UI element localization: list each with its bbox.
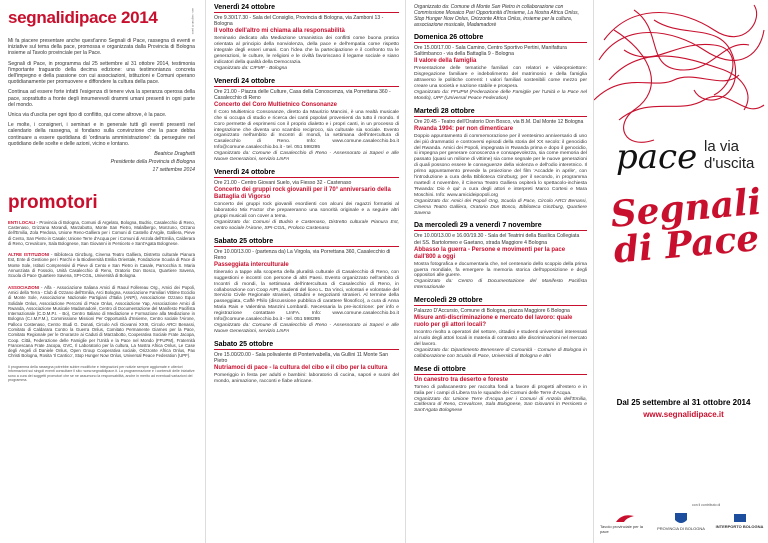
event-title: Abbasso la guerra - Persone e movimenti per la pace dall'800 a oggi: [414, 246, 566, 260]
intro-paragraph: Le molte, i consigneri, i seminari e in generale tutti gli eventi presenti nel calendario della rassegna, si fondano sulla convinzione che la pace debba continuare a essere quotidiana di 'ordinaria amministrazione': da perseguire nel quotidiano delle scelte e delle azioni, vicino e lontano.: [8, 122, 195, 147]
interporto-logo: INTERPORTO BOLOGNA: [712, 512, 767, 529]
event-date: Mese di ottobre: [414, 366, 587, 375]
event-title: Rwanda 1994: per non dimenticare: [414, 125, 514, 132]
event-desc: Presentazione delle tematiche familiari con relatori e videoproiettore: Disgregazione familiare e indebolimento del matrimonio e della famiglia attraverso le politiche correnti: I valori familiari sostenibili come mezzo per creare una società e nazione stabile e prospera.: [414, 66, 587, 89]
website-link[interactable]: www.segnalidipace.it: [643, 410, 724, 419]
event-title: Passeggiata interculturale: [214, 261, 289, 268]
interporto-icon: [733, 512, 747, 524]
event-org: Organizzato da: Centro di Documentazione del Manifesto Pacifista Internazionale: [414, 279, 587, 291]
event: [414, 34, 587, 102]
event-place: Ore 9.30/17.30 - Sala del Consiglio, Provincia di Bologna, via Zamboni 13 - Bologna: [214, 15, 384, 28]
event-date: Venerdì 24 ottobre: [214, 78, 399, 87]
cover-panel: [593, 0, 768, 543]
event-org: Organizzato da: Comune di Casalecchio di Reno - Assessorato ai Saperi e alle Nuove Generazioni, servizio LInFA: [214, 322, 399, 334]
event-org: Organizzato da: Comuni di Budrio e Castenaso, Distretto culturale Pianura Est, centro sociale l'Airone, SPI-CGIL, Proloco Castenaso: [214, 219, 399, 231]
program-panel-1: [205, 0, 405, 543]
event-desc: Seminario dedicato alla Mediazione Umanistica dei conflitti come buona pratica orientata al principio della nonviolenza, della pace e dell'empatia come rispetto integrale degli esseri umani. Con l'idea che la partecipazione e il confronto tra le generazioni, le culture, le religioni e le civiltà favoriscano il legame sociale e siano indicatori della qualità della Democrazia.: [214, 36, 399, 65]
event: [214, 78, 399, 163]
event-desc: Incontro rivolto a operatori del settore, cittadini e studenti universitari interessati al ruolo degli attori locali in materia di contrasto alle discriminazioni nel mercato del lavoro.: [414, 330, 587, 348]
event-desc: Torneo di pallacanestro per raccolta fondi a favore di progetti all'estero e in Italia per i campi di Libera tra le squadre dei Comuni delle Terre d'Acqua.: [414, 384, 587, 396]
program-panel-2: [405, 0, 593, 543]
event-date: Domenica 26 ottobre: [414, 34, 587, 43]
signature-name: Beatrice Draghetti: [154, 151, 195, 158]
event-org: Organizzato da: Unione Terre d'Acqua per i Comuni di Anzola dell'Emilia, Calderara di Reno, Crevalcore, Sala Bolognese, San Giovanni in Persiceto e Sant'Agata Bolognese: [414, 396, 587, 414]
event-date: Mercoledì 29 ottobre: [414, 297, 587, 306]
event-org: Organizzato da: Amici dei Popoli Ong, Scuola di Pace, Circolo ARCI Benassi, Cinema Teatro Galliera, Oratorio Don Bosco, Biblioteca Ginzburg, Quartiere Savena: [414, 198, 587, 216]
event-desc: Pomeriggio in festa per adulti e bambini: laboratorio di cucina, sapori e suoni del mondo, animazione, racconti e fiabe africane.: [214, 372, 399, 384]
promoters-associations: ASSOCIAZIONI - Alfa - Associazione Italiana Amici di Raoul Follereau Org., Amici dei Popoli, Amici della Terra - Club di Ozzano dell'Emilia, Arci Bologna, Associazione Familiari Vittime Eccidio di Monte Sole, Associazione Nazionale Partigiani d'Italia (ANPI), Associazione Ozzano Equo Solidale Onlus, Associazione Percorsi di Pace Onlus, Associazione Yap, Associazione Amici di Rwanda, Associazione Musicale Madamadorè, Centro di Documentazione del Manifesto Pacifista Internazionale (C.D.M.P.I. - Bo), Centro Italiano di Mediazione e Formazione alla Mediazione in Bologna (C.I.M.F.M.), Commissione Missioni Per Opportunità d'Insieme, Centro sociale l'Airone, Palloco Costenaso, Centro Studi G. Donati, Circolo Acli Giovanni XXIII, Circolo ARCI Benassi, Comitato di Caldarara Contro la Guerra Onlus, Comitato Permanente Giarnes per la Pace, Comitato Regionale per le Onoranze ai Caduti di Marzabotto, Cooperativa Sociale Frate Jacopa, Coop. Città, Federazione delle Famiglie per l'Unità e la Pace nel Mondo (FFUPM), Fraternità Francescana Frate Jacopa, GVC, Il Laboratorio per la cultura, La Nostra Africa Onlus, Le Case degli Angeli di Daniele Onlus, Open Group Cooperativa sociale, Orizzonte Africa Onlus, Pax Christi Bologna, Rosita 'Il Cantico', Stop Hunger Now Onlus, Universal Peace Federation (UPF).: [8, 284, 195, 359]
event: [214, 4, 399, 72]
event-date: Da mercoledì 29 a venerdì 7 novembre: [414, 222, 587, 231]
side-note: ass. segnali di pace: [191, 8, 195, 35]
event-desc: Itinerario a tappe alla scoperta della pluralità culturale di Casalecchio di Reno, con suggestioni e incontri con persone di altri Paesi. Evento organizzato nell'ambito di Incontri di mondi, la settimana dell'intercultura di Casalecchio di Reno, in collaborazione con Coop AIPI, studenti del liceo L. Da Vinci, volontari e volontarie del Servizio Civile Regionale stranieri, cittadini e negozianti stranieri. Al termine della passeggiata, Caffè Philo (discussione pubblica di carattere filosofico), a cura di Anna Maria Rais e Valentina Manzini Lombardi. Necessaria la pre-iscrizione: per info e registrazione contattare LInFA. Info: www.comune.casalecchio.bo.it Info@comune.casalecchio.bo.it - tel. 051 598295: [214, 269, 399, 323]
event: [214, 169, 399, 232]
event-org: Organizzato da: CIFMF - Bologna: [214, 65, 288, 71]
signature-date: 17 settembre 2014: [152, 167, 195, 174]
event: [214, 341, 399, 385]
event-title: Misure anti-discriminazione e mercato del lavoro: quale ruolo per gli attori locali?: [414, 315, 573, 329]
event-title: Il valore della famiglia: [414, 58, 477, 65]
event-place: Ore 21.00 - Piazza delle Culture, Casa della Conoscenza, via Porrettana 360 - Casalecchio di Reno: [214, 88, 391, 101]
event-title: Nutriamoci di pace - la cultura del cibo e il cibo per la cultura: [214, 364, 388, 371]
signature-role: Presidente della Provincia di Bologna: [110, 159, 195, 166]
event-org: Organizzato da: FFUPM (Federazione delle Famiglie per l'Unità e la Pace nel Mondo), UPF (Universal Peace Federation): [414, 89, 587, 101]
provincia-logo: PROVINCIA DI BOLOGNA: [656, 512, 706, 531]
event-date: Sabato 25 ottobre: [214, 341, 399, 350]
promoters-heading: promotori: [8, 191, 98, 213]
footnote: Il programma della rassegna potrebbe subire modifiche e integrazioni per notizie sempre aggiornate e ulteriori informazioni sui singoli eventi consultare il sito: www.segnalidipace.it. La programmazione e i contenuti delle iniziative sono a cura dei soggetti promotori che se ne assumono la responsabilità, anche in merito ad eventuali variazioni del programma.: [8, 364, 195, 382]
event-date: Venerdì 24 ottobre: [214, 169, 399, 178]
event-place: Ore 15.00/20.00 - Sala polivalente di Ponterivabella, via Gullini 11 Monte San Pietro: [214, 351, 389, 364]
intro-paragraph: Segnali di Pace, in programma dal 25 settembre al 31 ottobre 2014, testimonia l'importante traguardo della decima edizione: una testimonianza concreta dell'impegno e della passione con cui associazioni, istituzioni e Comuni operano quotidianamente per promuovere e diffondere la cultura della pace.: [8, 60, 195, 86]
continued-org: Organizzato da: Comune di Monte San Pietro in collaborazione con Commissione Mosaico Pari Opportunità d'Insieme, La Nostra Africa Onlus, Stop Hunger Now Onlus, Orizzonte Africa Onlus, insieme per la cultura, associazione musicale, Madamadorè: [414, 4, 580, 28]
brochure-title: segnalidipace 2014: [8, 8, 158, 27]
shield-icon: [674, 512, 688, 526]
event: [414, 108, 587, 217]
event-place: Ore 15.00/17.00 - Sala Camino, Centro Sportivo Pertini, Manifattura Saltimbanco - via della Battaglia 9 - Bologna: [414, 45, 567, 58]
event-date: Sabato 25 ottobre: [214, 238, 399, 247]
event-title: Un canestro tra deserto e foreste: [414, 376, 509, 383]
event-desc: Concerto dei gruppi rock giovanili esordienti con alcuni dei ragazzi formatisi al laboratorio Mix Factor che prepareranno una sonorità originale e a seguire altri gruppi musicali con cover a tema.: [214, 202, 399, 219]
brand-logo-text: Segnali di Pace: [608, 180, 763, 272]
event-desc: Doppio appuntamento di commemorazione per il ventesimo anniversario di uno dei più drammatici e controversi episodi della storia del XX secolo: il genocidio del Rwanda. Amici dei Popoli, impegnata in Rwanda prima e dopo il genocidio, si impegna per generare conoscenza e consapevolezza, sia come memoria del passato (quasi un milione di vittime) sia come segnale per le nuove generazioni di quali possono essere le conseguenze della violenza e dell'odio interetnico. Il primo appuntamento prevede la proiezione del film 'Accadde in aprile', con l'introduzione a cura della Biblioteca Ginzburg; per il secondo, in programma martedì 4 novembre, il Cinema Teatro Galliera ospiterà lo spettacolo-inchiesta 'Rwanda: Dio è qui' a cura degli attori e interpreti Marco Cortesi e Mara Moschini. Info: www.amicideipopoli.org: [414, 133, 587, 198]
intro-paragraph: Mi fa piacere presentare anche quest'anno Segnali di Pace, rassegna di eventi e iniziative sul tema della pace, promossa e organizzata dalla Provincia di Bologna insieme al Tavolo provinciale per la Pace.: [8, 38, 195, 57]
intro-panel: [0, 0, 205, 543]
event-org: Organizzato da: Dipartimento Benessere di Comunità - Comune di Bologna in collaborazione con Scuola di Pace, Università di Bologna e altri: [414, 347, 587, 359]
event-desc: Mostra fotografica e documentaria che, nel centenario dello scoppio della prima guerra mondiale, fa emergere la memoria storica dell'opposizione e degli oppositori alle guerre.: [414, 261, 587, 279]
event: [214, 238, 399, 335]
event-title: Il volto dell'altro mi chiama alla responsabilità: [214, 28, 345, 35]
event-place: Palazzo D'Accursio, Comune di Bologna, piazza Maggiore 6 Bologna: [414, 308, 570, 315]
event: [414, 366, 587, 415]
event-title: Concerto dei gruppi rock giovanili per il 70° anniversario della Battaglia di Vigorso: [214, 187, 391, 201]
event-date: Venerdì 24 ottobre: [214, 4, 399, 13]
event-place: Ore 21.00 - Centro Giovani Suelo, via Fiesso 32 - Castenaso: [214, 179, 352, 186]
promoters-institutions: ALTRE ISTITUZIONI - Biblioteca Ginzburg, Cinema Teatro Galliera, Distretto culturale Pianura Est, Ente di Gestione per i Parchi e la Biodiversità Emilia Orientale, Fondazione Scuola di Pace di Monte Sole, Istituti Comprensivi di Pieve di Cento e San Pietro in Casale, Parrocchia S. Maria Annunziata di Fossolo, Unità Casalecchio di Reno, Oratorio Don Bosco, Quartiere Savena, Scuola di Pace Quartiere Savena, SPI-CGIL, Università di Bologna.: [8, 252, 196, 279]
event: [414, 297, 587, 360]
event: [414, 222, 587, 291]
tagline: la via d'uscita: [704, 138, 755, 172]
event-date: Martedì 28 ottobre: [414, 108, 587, 117]
event-org: Organizzato da: Comune di Casalecchio di Reno - Assessorato ai Saperi e alle Nuove Generazioni, servizio LInFA: [214, 151, 399, 163]
intro-paragraph: Continua ad essere forte infatti l'esigenza di tenere viva la speranza operosa della pace, soprattutto a fronte degli innumerevoli drammi umani presenti in ogni parte del mondo.: [8, 89, 195, 108]
promoters-local: ENTI LOCALI - Provincia di Bologna, Comuni di Argelato, Bologna, Budrio, Casalecchio di Reno, Castenaso, Grizzana Morandi, Marzabotto, Monte San Pietro, Malalbergo, Monzuno, Ozzano dell'Emilia, Zola Predosa, Unione Reno-Galliera per i Comuni di Castello d'Argile, Galliera, Pieve di Cento, San Pietro in Casale; Unione Terre d'Acqua per i Comuni di Anzola dell'Emilia, Calderara di Reno, Crevalcore, Sala Bolognese, San Giovanni in Persiceto e Sant'Agata Bolognese.: [8, 219, 195, 246]
intro-paragraph: Unica via d'uscita per ogni tipo di conflitto, qui come altrove, è la pace.: [8, 112, 167, 119]
sponsor-caption: con il contributo di: [692, 503, 721, 507]
event-desc: Il Coro Multietnico Consonanze, diretto da Maurizio Mancini, è una realtà musicale che si occupa di studio e ricerca dei canti popolari provenienti da tutto il mondo. Il Coro permette di esprimersi con il proprio dialetto e i propri canti, in un processo di integrazione che diventa uno scambio reciproco, sia culturale sia sociale. Evento organizzato nell'ambito di Incontri di mondi, la settimana dell'intercultura di Casalecchio di Reno. Info: www.comune.casalecchio.bo.it Info@comune.casalecchio.bo.it - tel. 051 598295: [214, 109, 399, 151]
event-dates: Dal 25 settembre al 31 ottobre 2014: [616, 398, 751, 407]
event-place: Ore 10.00/13.00 e 16.00/19.30 - Sala del Teatrini della Basilica Collegiata dei SS. Bartolomeo e Gaetano, strada Maggiore 4 Bologna: [414, 233, 580, 246]
event-place: Ore 20.45 - Teatro dell'Oratorio Don Bosco, via B.M. Dal Monte 12 Bologna: [414, 118, 584, 125]
dove-icon: [614, 512, 636, 524]
pace-word: pace: [616, 137, 698, 177]
event-place: Ore 10.00/13.00 - (partenza da) La Virgola, via Porrettana 360, Casalecchio di Reno: [214, 248, 391, 261]
tavolo-logo: Tavolo provinciale per la pace: [600, 512, 650, 534]
event-title: Concerto del Coro Multietnico Consonanze: [214, 101, 338, 108]
